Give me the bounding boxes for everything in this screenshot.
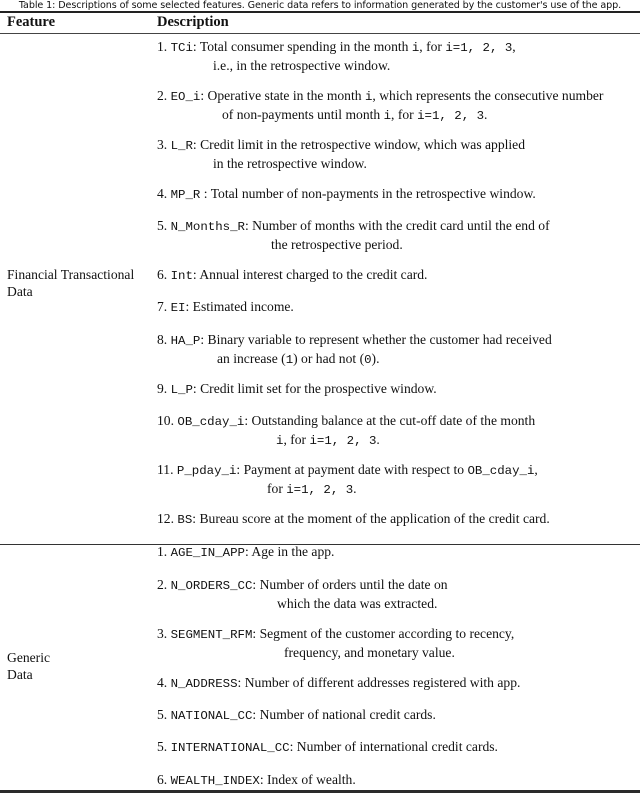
feature-item: 12. BS: Bureau score at the moment of the application of the credit card. bbox=[157, 511, 550, 527]
feature-item: 5. NATIONAL_CC: Number of national credit cards. bbox=[157, 707, 436, 723]
group-label-generic: Generic Data bbox=[7, 650, 51, 682]
header-rule bbox=[0, 33, 640, 34]
feature-item: 6. WEALTH_INDEX: Index of wealth. bbox=[157, 772, 356, 788]
feature-item: 2. N_ORDERS_CC: Number of orders until the date on which the data was extracted. bbox=[157, 577, 448, 611]
feature-item: 5. INTERNATIONAL_CC: Number of international credit cards. bbox=[157, 739, 498, 755]
feature-item: 1. AGE_IN_APP: Age in the app. bbox=[157, 544, 335, 560]
group-label-financial: Financial Transactional Data bbox=[7, 267, 135, 299]
top-rule bbox=[0, 11, 640, 13]
feature-item: 3. L_R: Credit limit in the retrospective window, which was applied in the retrospective window. bbox=[157, 137, 526, 171]
feature-item: 4. MP_R : Total number of non-payments in the retrospective window. bbox=[157, 186, 536, 202]
feature-item: 7. EI: Estimated income. bbox=[157, 299, 294, 315]
column-header-description: Description bbox=[157, 14, 229, 30]
feature-item: 3. SEGMENT_RFM: Segment of the customer according to recency, frequency, and monetary value. bbox=[157, 626, 515, 660]
feature-item: 2. EO_i: Operative state in the month i, which represents the consecutive number of non-payments until month i, for i=1, 2, 3. bbox=[157, 88, 604, 123]
column-header-feature: Feature bbox=[7, 14, 56, 30]
feature-item: 1. TCi: Total consumer spending in the month i, for i=1, 2, 3, i.e., in the retrospective window. bbox=[157, 39, 516, 73]
feature-item: 4. N_ADDRESS: Number of different addresses registered with app. bbox=[157, 675, 521, 691]
table-caption: Table 1: Descriptions of some selected features. Generic data refers to information generated by the customer's use of the app. bbox=[18, 0, 622, 11]
feature-item: 8. HA_P: Binary variable to represent whether the customer had received an increase (1) or had not (0). bbox=[157, 332, 552, 367]
feature-item: 5. N_Months_R: Number of months with the credit card until the end of the retrospective period. bbox=[157, 218, 550, 252]
feature-item: 11. P_pday_i: Payment at payment date with respect to OB_cday_i, for i=1, 2, 3. bbox=[157, 462, 538, 497]
feature-item: 9. L_P: Credit limit set for the prospective window. bbox=[157, 381, 437, 397]
feature-item: 6. Int: Annual interest charged to the credit card. bbox=[157, 267, 428, 283]
feature-item: 10. OB_cday_i: Outstanding balance at the cut-off date of the month i, for i=1, 2, 3. bbox=[157, 413, 536, 448]
